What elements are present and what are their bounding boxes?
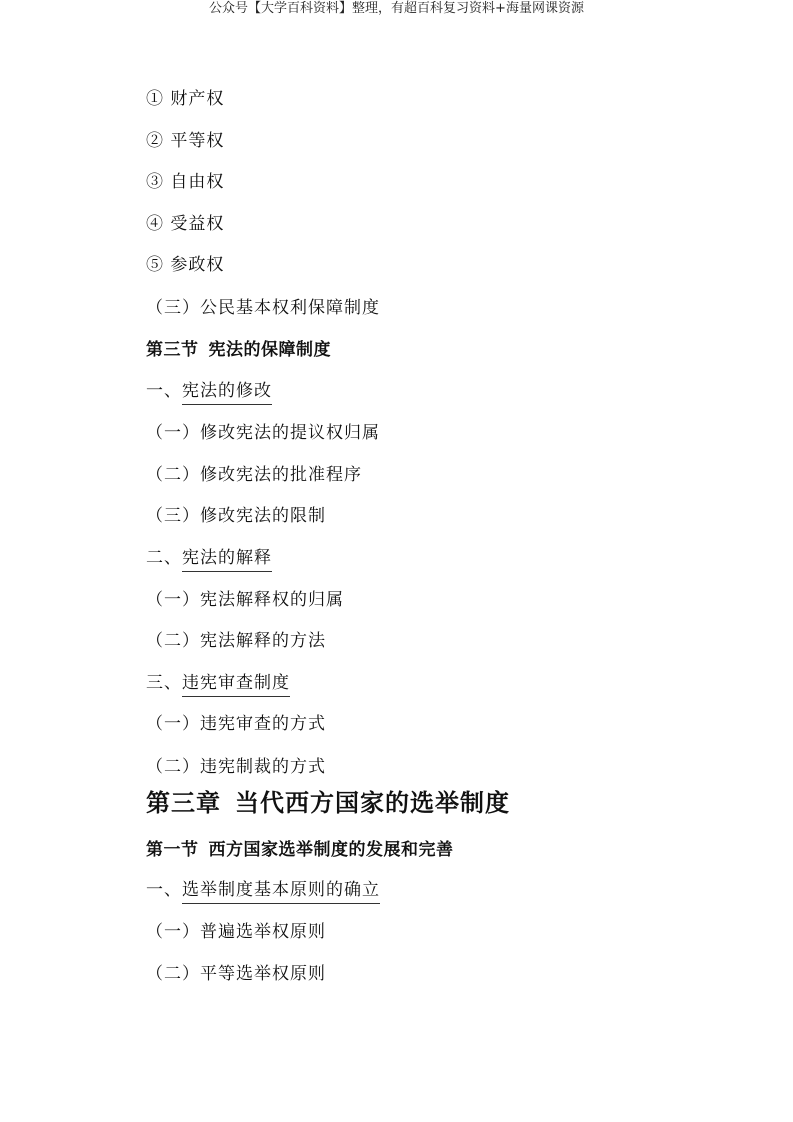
heading-review [146, 672, 290, 694]
rights-item-participation: ⑤ 参政权 [146, 255, 225, 275]
chapter-title: 当代西方国家的选举制度 [235, 789, 510, 817]
section-heading-constitution-guarantee [146, 339, 331, 361]
heading-prefix: 一、 [146, 880, 182, 900]
list-item: （一）普遍选举权原则 [146, 922, 326, 942]
list-item: （二）平等选举权原则 [146, 964, 326, 984]
heading-title: 宪法的解释 [182, 548, 272, 572]
list-item: （三）修改宪法的限制 [146, 506, 326, 526]
subheading-rights-guarantee: （三）公民基本权利保障制度 [146, 298, 380, 318]
heading-interpretation [146, 547, 272, 569]
heading-prefix: 三、 [146, 673, 182, 693]
chapter-heading [146, 788, 510, 818]
list-item: （一）宪法解释权的归属 [146, 590, 344, 610]
header-note: 公众号【大学百科资料】整理，有超百科复习资料+海量网课资源 [209, 1, 584, 16]
chapter-number: 第三章 [146, 789, 221, 817]
rights-item-property: ① 财产权 [146, 89, 225, 109]
heading-title: 违宪审查制度 [182, 673, 290, 697]
section-number: 第三节 [146, 340, 199, 360]
list-item: （二）宪法解释的方法 [146, 631, 326, 651]
section-title: 宪法的保障制度 [208, 340, 331, 360]
rights-item-freedom: ③ 自由权 [146, 172, 225, 192]
section-heading-election-development [146, 839, 454, 861]
list-item: （二）修改宪法的批准程序 [146, 465, 362, 485]
rights-item-equality: ② 平等权 [146, 131, 225, 151]
section-number: 第一节 [146, 840, 199, 860]
heading-amendment [146, 380, 272, 402]
heading-title: 选举制度基本原则的确立 [182, 880, 380, 904]
list-item: （一）违宪审查的方式 [146, 714, 326, 734]
heading-title: 宪法的修改 [182, 381, 272, 405]
rights-item-benefit: ④ 受益权 [146, 214, 225, 234]
heading-prefix: 一、 [146, 381, 182, 401]
list-item: （二）违宪制裁的方式 [146, 757, 326, 777]
heading-prefix: 二、 [146, 548, 182, 568]
list-item: （一）修改宪法的提议权归属 [146, 423, 380, 443]
section-title: 西方国家选举制度的发展和完善 [208, 840, 454, 860]
heading-election-principles [146, 879, 380, 901]
